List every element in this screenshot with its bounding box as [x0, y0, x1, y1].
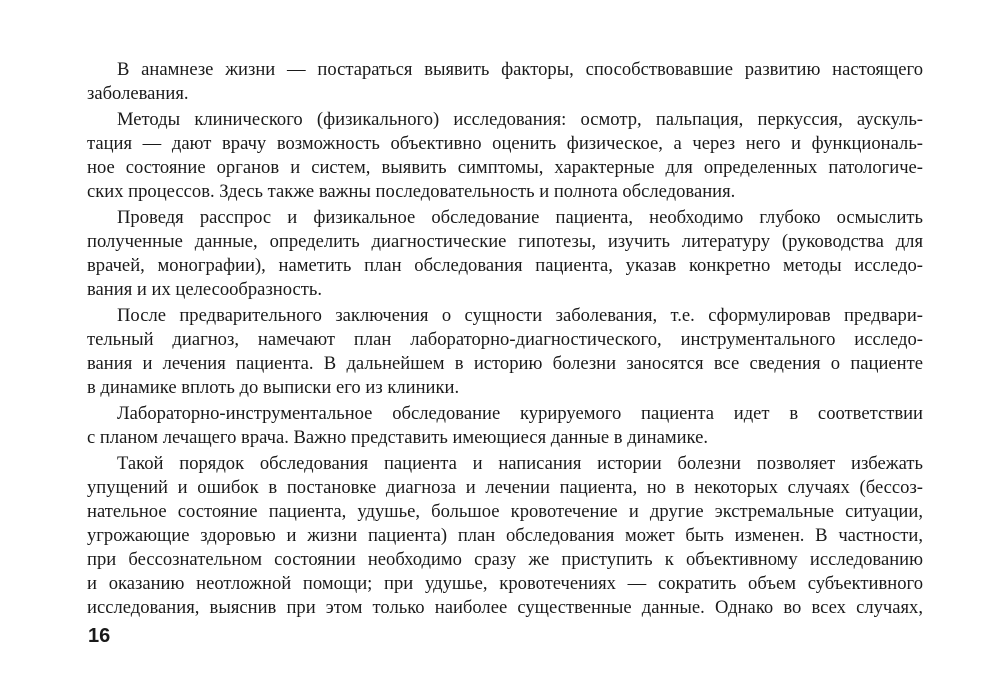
paragraph-line: тация — дают врачу возможность объективно оценить физическое, а через него и функциональ- [87, 133, 923, 154]
paragraph-line: Методы клинического (физикального) исследования: осмотр, пальпация, перкуссия, аускуль- [117, 109, 923, 130]
paragraph-line: нательное состояние пациента, удушье, большое кровотечение и другие экстремальные ситуации, [87, 501, 923, 522]
paragraph-line: заболевания. [87, 83, 189, 104]
paragraph-line: ное состояние органов и систем, выявить симптомы, характерные для определенных патологиче- [87, 157, 923, 178]
paragraph-line: тельный диагноз, намечают план лабораторно-диагностического, инструментального исследо- [87, 329, 923, 350]
paragraph-line: вания и их целесообразность. [87, 279, 323, 300]
paragraph-line: с планом лечащего врача. Важно представить имеющиеся данные в динамике. [87, 427, 709, 448]
paragraph-data-analysis [87, 206, 923, 302]
paragraph-line: В анамнезе жизни — постараться выявить факторы, способствовавшие развитию настоящего [117, 59, 923, 80]
paragraph-line: Такой порядок обследования пациента и написания истории болезни позволяет избежать [117, 453, 923, 474]
paragraph-line: Лабораторно-инструментальное обследование курируемого пациента идет в соответствии [117, 403, 923, 424]
paragraph-line: Проведя расспрос и физикальное обследование пациента, необходимо глубоко осмыслить [117, 207, 923, 228]
paragraph-lab-examination [87, 402, 923, 450]
paragraph-line: полученные данные, определить диагностические гипотезы, изучить литературу (руководства для [87, 231, 923, 252]
paragraph-line: вания и лечения пациента. В дальнейшем в историю болезни заносятся все сведения о пациенте [87, 353, 923, 374]
paragraph-line: угрожающие здоровью и жизни пациента) план обследования может быть изменен. В частности, [87, 525, 923, 546]
paragraph-line: в динамике вплоть до выписки его из клиники. [87, 377, 460, 398]
paragraph-line: и оказанию неотложной помощи; при удушье, кровотечениях — сократить объем субъективного [87, 573, 923, 594]
paragraph-anamnesis [87, 58, 923, 106]
paragraph-preliminary-diagnosis [87, 304, 923, 400]
paragraph-line: ских процессов. Здесь также важны последовательность и полнота обследования. [87, 181, 736, 202]
page-number: 16 [88, 625, 111, 647]
paragraph-line: исследования, выяснив при этом только наиболее существенные данные. Однако во всех случаях, [87, 597, 923, 618]
paragraph-line: врачей, монографии), наметить план обследования пациента, указав конкретно методы исследо- [87, 255, 923, 276]
paragraph-line: После предварительного заключения о сущности заболевания, т.е. сформулировав предвари- [117, 305, 923, 326]
paragraph-clinical-methods [87, 108, 923, 204]
paragraph-line: при бессознательном состоянии необходимо сразу же приступить к объективному исследованию [87, 549, 923, 570]
paragraph-line: упущений и ошибок в постановке диагноза и лечении пациента, но в некоторых случаях (бессоз- [87, 477, 923, 498]
page-body [87, 58, 923, 622]
paragraph-examination-order [87, 452, 923, 620]
